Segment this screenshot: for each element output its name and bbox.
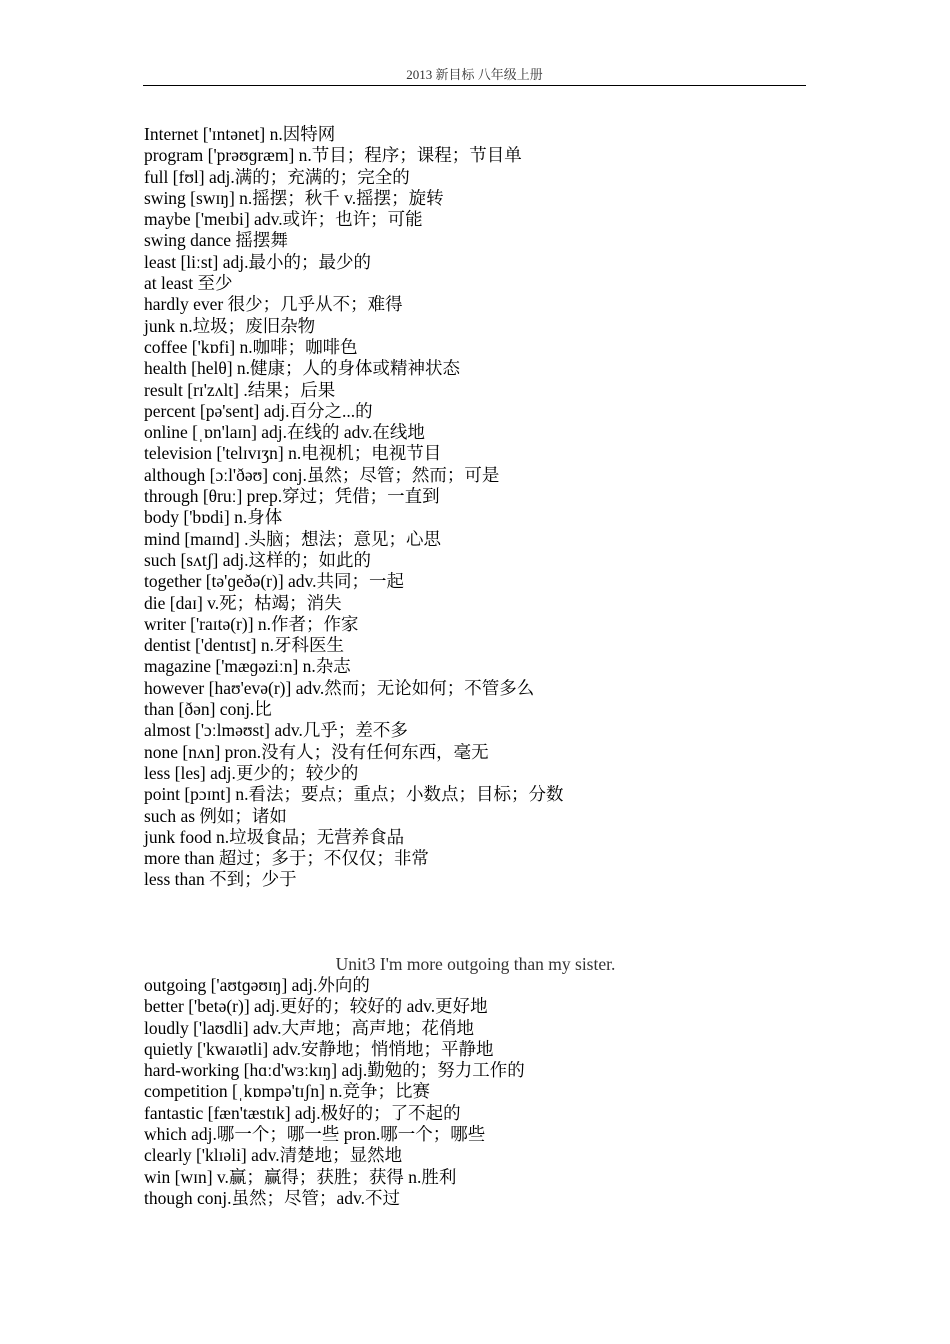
vocab-entry: junk food n.垃圾食品；无营养食品 [144, 826, 405, 847]
vocab-entry: magazine ['mæɡəziːn] n.杂志 [144, 656, 351, 677]
header-title: 2013 新目标 八年级上册 [406, 67, 543, 82]
vocab-entry: program ['prəʊɡræm] n.节目；程序；课程；节目单 [144, 145, 522, 166]
vocab-entry: more than 超过；多于；不仅仅；非常 [144, 848, 429, 869]
vocab-entry: writer ['raɪtə(r)] n.作者；作家 [144, 613, 359, 634]
vocab-entry: fantastic [fæn'tæstɪk] adj.极好的；了不起的 [144, 1102, 461, 1123]
vocab-entry: through [θruː] prep.穿过；凭借；一直到 [144, 486, 440, 507]
vocab-entry: swing dance 摇摆舞 [144, 230, 288, 251]
unit2-vocab-list [144, 124, 824, 891]
vocab-entry: win [wɪn] v.赢；赢得；获胜；获得 n.胜利 [144, 1166, 457, 1187]
vocab-entry: quietly ['kwaɪətli] adv.安静地；悄悄地；平静地 [144, 1038, 494, 1059]
vocab-entry: such as 例如；诸如 [144, 805, 287, 826]
vocab-entry: coffee ['kɒfi] n.咖啡；咖啡色 [144, 336, 358, 357]
vocab-entry: result [rɪ'zʌlt] .结果；后果 [144, 379, 336, 400]
vocab-entry: health [helθ] n.健康；人的身体或精神状态 [144, 358, 461, 379]
vocab-entry: than [ðən] conj.比 [144, 699, 272, 720]
vocab-entry: however [haʊ'evə(r)] adv.然而；无论如何；不管多么 [144, 677, 535, 698]
vocab-entry: less than 不到；少于 [144, 869, 297, 890]
vocab-entry: none [nʌn] pron.没有人；没有任何东西，毫无 [144, 741, 489, 762]
vocab-entry: Internet ['ɪntənet] n.因特网 [144, 124, 336, 144]
page-header [143, 67, 806, 86]
unit3-heading: Unit3 I'm more outgoing than my sister. [335, 954, 616, 974]
vocab-entry: outgoing ['aʊtɡəʊɪŋ] adj.外向的 [144, 975, 370, 995]
vocab-entry: body ['bɒdi] n.身体 [144, 507, 283, 528]
vocab-entry: clearly ['klɪəli] adv.清楚地；显然地 [144, 1145, 403, 1166]
vocab-entry: mind [maɪnd] .头脑；想法；意见；心思 [144, 528, 441, 549]
vocab-entry: hardly ever 很少；几乎从不；难得 [144, 294, 403, 315]
vocab-entry: percent [pə'sent] adj.百分之...的 [144, 400, 373, 421]
vocab-entry: die [daɪ] v.死；枯竭；消失 [144, 592, 342, 613]
vocab-entry: maybe ['meɪbi] adv.或许；也许；可能 [144, 209, 423, 230]
vocab-entry: although [ɔːl'ðəʊ] conj.虽然；尽管；然而；可是 [144, 464, 500, 485]
vocab-entry: less [les] adj.更少的；较少的 [144, 762, 359, 783]
vocab-entry: such [sʌtʃ] adj.这样的；如此的 [144, 549, 371, 570]
vocab-entry: television ['telɪvɪʒn] n.电视机；电视节目 [144, 443, 442, 464]
vocab-entry: though conj.虽然；尽管；adv.不过 [144, 1187, 400, 1208]
vocab-entry: loudly ['laʊdli] adv.大声地；高声地；花俏地 [144, 1017, 474, 1038]
vocab-entry: which adj.哪一个；哪一些 pron.哪一个；哪些 [144, 1124, 486, 1145]
vocab-entry: hard-working [hɑːd'wɜːkɪŋ] adj.勤勉的；努力工作的 [144, 1060, 525, 1081]
unit3-vocab-list [144, 975, 824, 1209]
vocab-entry: competition [ˌkɒmpə'tɪʃn] n.竞争；比赛 [144, 1081, 430, 1102]
vocab-entry: dentist ['dentɪst] n.牙科医生 [144, 635, 345, 656]
vocab-entry: junk n.垃圾；废旧杂物 [144, 315, 316, 336]
vocab-entry: swing [swɪŋ] n.摇摆；秋千 v.摇摆；旋转 [144, 187, 444, 208]
vocab-entry: better ['betə(r)] adj.更好的；较好的 adv.更好地 [144, 996, 488, 1017]
vocab-entry: online [ˌɒn'laɪn] adj.在线的 adv.在线地 [144, 422, 425, 443]
vocab-entry: full [fʊl] adj.满的；充满的；完全的 [144, 166, 410, 187]
vocab-entry: least [liːst] adj.最小的；最少的 [144, 251, 371, 272]
vocab-entry: almost ['ɔːlməʊst] adv.几乎；差不多 [144, 720, 408, 741]
vocab-entry: point [pɔɪnt] n.看法；要点；重点；小数点；目标；分数 [144, 784, 564, 805]
vocab-entry: together [tə'ɡeðə(r)] adv.共同；一起 [144, 571, 405, 592]
vocab-entry: at least 至少 [144, 273, 233, 294]
